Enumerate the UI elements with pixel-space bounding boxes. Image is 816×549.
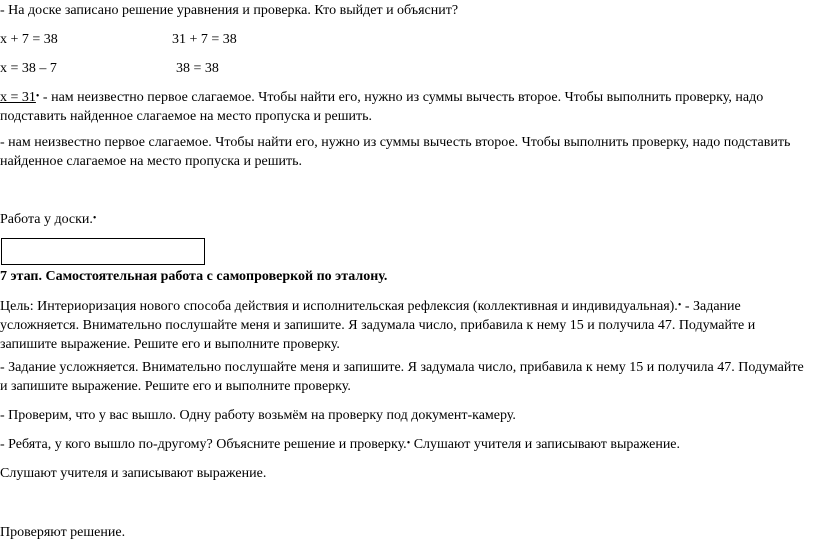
others-line	[0, 434, 680, 454]
board-work-text: Работа у доски.	[0, 212, 93, 227]
bullet-marker: •	[92, 213, 97, 224]
explanation-paragraph: - нам неизвестно первое слагаемое. Чтобы найти его, нужно из суммы вычесть второе. Чтобы выполнить проверку, надо подставить найденное слагаемое на место пропуска и решить.	[0, 135, 791, 169]
equation-1-left: x + 7 = 38	[0, 32, 58, 47]
solution-explanation-text: - нам неизвестно первое слагаемое. Чтобы найти его, нужно из суммы вычесть второе. Чтобы выполнить проверку, надо подставить найденное слагаемое на место пропуска и решить.	[0, 90, 764, 124]
goal-task-text: - Задание усложняется. Внимательно послушайте меня и запишите. Я задумала число, прибавила к нему 15 и получила 47. Подумайте и запишите выражение. Решите его и выполните проверку.	[0, 299, 756, 352]
task-paragraph: - Задание усложняется. Внимательно послушайте меня и запишите. Я задумала число, прибавила к нему 15 и получила 47. Подумайте и запишите выражение. Решите его и выполните проверку.	[0, 360, 804, 394]
solution-explanation	[0, 87, 810, 126]
solution-result: x = 31	[0, 90, 36, 105]
board-work-line	[0, 209, 96, 229]
equation-2-check: 38 = 38	[176, 61, 219, 76]
others-rest-text: Слушают учителя и записывают выражение.	[410, 437, 681, 452]
bullet-marker: •	[406, 438, 411, 449]
equation-1-check: 31 + 7 = 38	[172, 32, 237, 47]
listen-line: Слушают учителя и записывают выражение.	[0, 466, 267, 481]
equation-2-left: x = 38 – 7	[0, 61, 57, 76]
verify-line: Проверяют решение.	[0, 525, 126, 540]
bullet-marker: •	[35, 91, 40, 102]
goal-paragraph	[0, 296, 810, 354]
stage-title-text: 7 этап. Самостоятельная работа с самопроверкой по эталону.	[0, 269, 388, 284]
bullet-marker: •	[677, 300, 682, 311]
stage-title	[0, 267, 387, 286]
goal-text: Цель: Интериоризация нового способа действия и исполнительская рефлексия (коллективная и индивидуальная).	[0, 299, 678, 314]
check-line: - Проверим, что у вас вышло. Одну работу возьмём на проверку под документ-камеру.	[0, 408, 516, 423]
empty-frame	[1, 238, 205, 265]
question-line: - На доске записано решение уравнения и проверка. Кто выйдет и объяснит?	[0, 3, 459, 18]
others-text: - Ребята, у кого вышло по-другому? Объясните решение и проверку.	[0, 437, 407, 452]
